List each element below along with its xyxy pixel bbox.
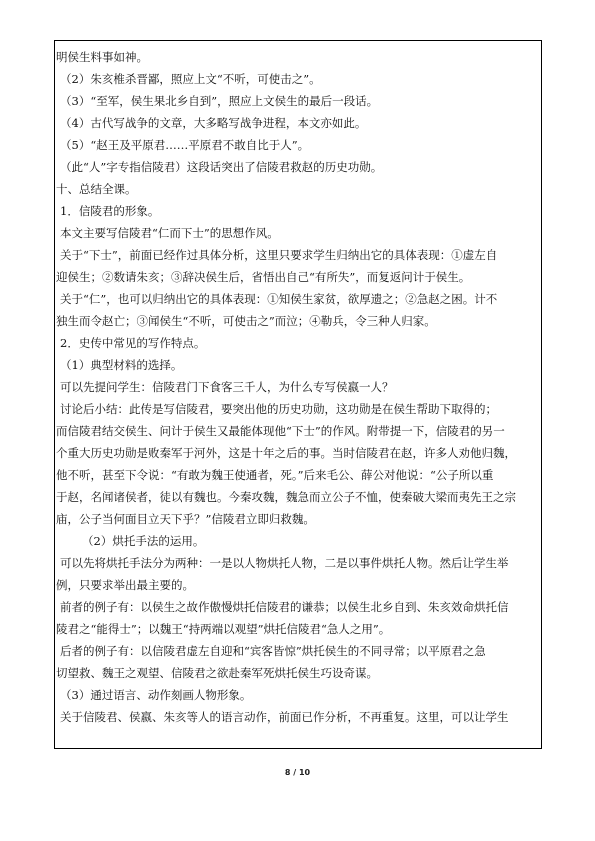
subheading: （2）烘托手法的运用。 [82, 534, 205, 548]
text-line: （5）“赵王及平原君……平原君不敢自比于人”。 [60, 138, 310, 152]
text-line: 关于“仁”，也可以归纳出它的具体表现：①知侯生家贫，欲厚遗之；②急赵之困。计不 [60, 292, 498, 306]
text-line: 而信陵君结交侯生、问计于侯生又最能体现他“下士”的作风。附带提一下，信陵君的另一 [56, 424, 505, 438]
text-line: 前者的例子有：以侯生之故作傲慢烘托信陵君的谦恭；以侯生北乡自到、朱亥效命烘托信 [60, 600, 509, 614]
text-line: 本文主要写信陵君“仁而下士”的思想作风。 [60, 226, 279, 240]
subheading: （1）典型材料的选择。 [60, 358, 183, 372]
text-line: 个重大历史功勋是败秦军于河外，这是十年之后的事。当时信陵君在赵，许多人劝他归魏， [56, 446, 516, 460]
text-line: 明侯生料事如神。 [56, 50, 148, 64]
text-line: 可以先将烘托手法分为两种：一是以人物烘托人物，二是以事件烘托人物。然后让学生举 [60, 556, 509, 570]
subheading: 2．史传中常见的写作特点。 [60, 336, 206, 350]
page-number: 8 / 10 [284, 768, 311, 777]
text-line: （3）“至军，侯生果北乡自到”，照应上文侯生的最后一段话。 [60, 94, 379, 108]
text-line: （2）朱亥椎杀晋鄙，照应上文“不听，可使击之”。 [60, 72, 321, 86]
text-line: 可以先提问学生：信陵君门下食客三千人，为什么专写侯嬴一人？ [60, 380, 394, 394]
text-line: 讨论后小结：此传是写信陵君，要突出他的历史功勋，这功勋是在侯生帮助下取得的； [60, 402, 497, 416]
text-line: 他不听，甚至下令说：“有敢为魏王使通者，死。”后来毛公、薛公对他说：“公子所以重 [56, 468, 494, 482]
subheading: （3）通过语言、动作刻画人物形象。 [60, 688, 252, 702]
section-heading: 十、总结全课。 [56, 182, 137, 196]
text-line: 例，只要求举出最主要的。 [56, 578, 194, 592]
text-line: 切望救、魏王之观望、信陵君之欲赴秦军死烘托侯生巧设奇谋。 [56, 666, 378, 680]
subheading: 1．信陵君的形象。 [60, 204, 160, 218]
text-line: 迎侯生；②数请朱亥；③辞决侯生后，省悟出自己“有所失”，而复返问计于侯生。 [56, 270, 471, 284]
text-line: 独生而令赵亡；③闻侯生“不听，可使击之”而泣；④勒兵，令三种人归家。 [56, 314, 436, 328]
text-line: 于赵，名闻诸侯者，徒以有魏也。今秦攻魏，魏急而立公子不恤，使秦破大梁而夷先王之宗 [56, 490, 516, 504]
text-line: 后者的例子有：以信陵君虚左自迎和“宾客皆惊”烘托侯生的不同寻常；以平原君之急 [60, 644, 486, 658]
text-line: 关于信陵君、侯嬴、朱亥等人的语言动作，前面已作分析，不再重复。这里，可以让学生 [60, 710, 509, 724]
text-line: 庙，公子当何面目立天下乎？”信陵君立即归救魏。 [56, 512, 315, 526]
text-line: 陵君之“能得士”；以魏王“持两端以观望”烘托信陵君“急人之用”。 [56, 622, 391, 636]
text-line: （此“人”字专指信陵君）这段话突出了信陵君救赵的历史功勋。 [60, 160, 383, 174]
text-line: （4）古代写战争的文章，大多略写战争进程，本文亦如此。 [60, 116, 367, 130]
text-line: 关于“下士”，前面已经作过具体分析，这里只要求学生归纳出它的具体表现：①虚左自 [60, 248, 498, 262]
document-body [56, 46, 542, 728]
